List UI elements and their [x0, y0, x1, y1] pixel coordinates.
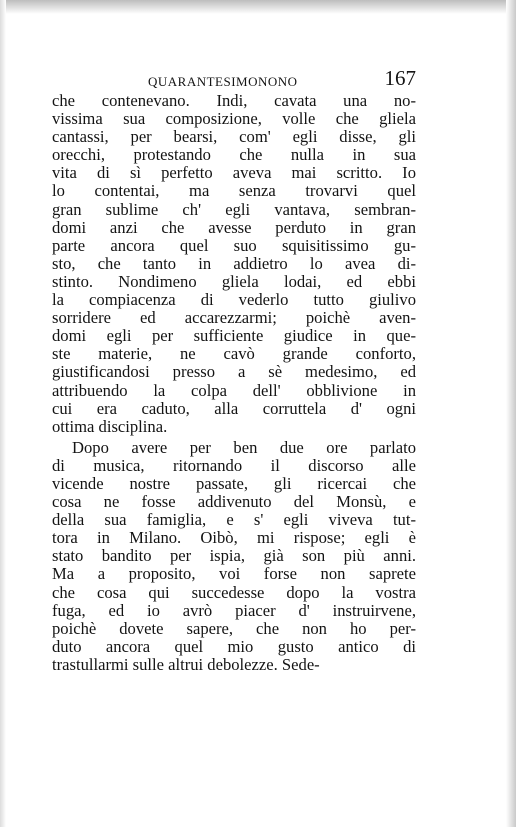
- text-line: stato bandito per ispia, già son più anni.: [52, 547, 416, 566]
- text-line: domi anzi che avesse perduto in gran: [52, 218, 416, 237]
- text-line: gran sublime ch' egli vantava, sembran-: [52, 200, 416, 219]
- text-line: sto, che tanto in addietro lo avea di-: [52, 254, 416, 273]
- page-edge-shadow-top: [0, 0, 516, 14]
- text-line: vita di sì perfetto aveva mai scritto. Io: [52, 164, 416, 183]
- text-line: giustificandosi presso a sè medesimo, ed: [52, 363, 416, 382]
- text-line: ste materie, ne cavò grande conforto,: [52, 345, 416, 364]
- text-line: parte ancora quel suo squisitissimo gu-: [52, 236, 416, 255]
- page-edge-shadow-right: [506, 0, 516, 827]
- text-line: trastullarmi sulle altrui debolezze. Sede-: [52, 655, 320, 674]
- text-line: ottima disciplina.: [52, 417, 168, 436]
- text-line: della sua famiglia, e s' egli viveva tut-: [52, 511, 416, 530]
- page-header: [52, 68, 416, 92]
- text-line: Ma a proposito, voi forse non saprete: [52, 565, 416, 584]
- paragraph: [52, 92, 416, 436]
- text-line: stinto. Nondimeno gliela lodai, ed ebbi: [52, 272, 416, 291]
- text-line: vissima sua composizione, volle che gliela: [52, 110, 416, 129]
- text-line: domi egli per sufficiente giudice in que-: [52, 327, 416, 346]
- text-line: che contenevano. Indi, cavata una no-: [52, 92, 416, 110]
- page-edge-shadow-left: [0, 0, 6, 827]
- page-number: 167: [384, 66, 416, 90]
- text-line: orecchi, protestando che nulla in sua: [52, 146, 416, 165]
- text-line: cui era caduto, alla corruttela d' ogni: [52, 399, 416, 418]
- text-line: la compiacenza di vederlo tutto giulivo: [52, 291, 416, 310]
- text-line: cantassi, per bearsi, com' egli disse, gli: [52, 128, 416, 147]
- text-line: Dopo avere per ben due ore parlato: [72, 438, 416, 457]
- text-line: fuga, ed io avrò piacer d' instruirvene,: [52, 601, 416, 620]
- running-title: QUARANTESIMONONO: [148, 74, 298, 89]
- text-line: cosa ne fosse addivenuto del Monsù, e: [52, 493, 416, 512]
- body-text: [52, 92, 416, 674]
- text-line: che cosa qui succedesse dopo la vostra: [52, 583, 416, 602]
- text-line: tora in Milano. Oibò, mi rispose; egli è: [52, 529, 416, 548]
- paragraph: [52, 439, 416, 674]
- text-line: attribuendo la colpa dell' obblivione in: [52, 381, 416, 400]
- text-line: di musica, ritornando il discorso alle: [52, 456, 416, 475]
- text-line: duto ancora quel mio gusto antico di: [52, 637, 416, 656]
- text-line: lo contentai, ma senza trovarvi quel: [52, 182, 416, 201]
- text-line: sorridere ed accarezzarmi; poichè aven-: [52, 309, 416, 328]
- text-line: poichè dovete sapere, che non ho per-: [52, 619, 416, 638]
- text-line: vicende nostre passate, gli ricercai che: [52, 474, 416, 493]
